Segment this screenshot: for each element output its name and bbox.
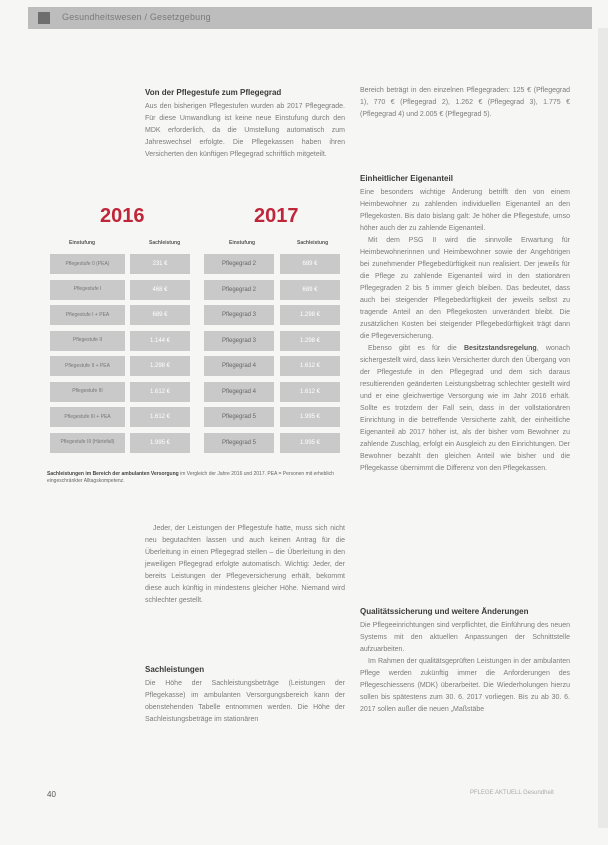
amount-2016-cell: 1.144 € [130, 331, 190, 351]
amount-2017-cell: 1.298 € [280, 305, 340, 325]
header-bar [28, 7, 592, 29]
amount-2017-cell: 1.612 € [280, 382, 340, 402]
grade-2016-cell: Pflegestufe III + PEA [50, 407, 125, 427]
page-number: 40 [47, 790, 56, 799]
amount-2017-cell: 1.612 € [280, 356, 340, 376]
right-section-3 [360, 174, 570, 475]
amount-2016-cell: 1.612 € [130, 382, 190, 402]
page-edge-shadow [598, 28, 608, 828]
left-paragraph-after-table [145, 523, 345, 607]
grade-2016-cell: Pflegestufe 0 (PEA) [50, 254, 125, 274]
grade-2017-cell: Pflegegrad 2 [204, 280, 274, 300]
caption-rest: im Vergleich der Jahre 2016 und 2017. PEA = Personen mit erheblich eingeschränkter Alltagskompetenz. [47, 471, 334, 484]
section-body: Die Höhe der Sachleistungsbeträge (Leistungen der Pflegekasse) im ambulanten Versorgungsbereich kann der obenstehenden Tabelle entnommen werden. Die Höhe der Sachleistungsbeträge im stationären [145, 680, 345, 723]
col-einstufung-2016: Einstufung [69, 240, 96, 246]
year-2017: 2017 [254, 205, 299, 227]
amount-2017-cell: 1.995 € [280, 433, 340, 453]
grade-2017-cell: Pflegegrad 3 [204, 331, 274, 351]
col-sachleistung-2016: Sachleistung [149, 240, 181, 246]
amount-2017-cell: 1.298 € [280, 331, 340, 351]
section-body: Jeder, der Leistungen der Pflegestufe hatte, muss sich nicht neu begutachten lassen und auch keinen Antrag für die Überleitung in einen Pflegegrad stellen – die Überleitung in den jeweiligen Pflegegrad erfolgte automatisch. Wichtig: Jeder, der bereits Leistungen der Pflegeversicherung erhält, bekommt diese auch künftig in mindestens gleicher Höhe. Niemand wird schlechter gestellt. [145, 525, 345, 604]
section-heading: Einheitlicher Eigenanteil [360, 174, 453, 183]
section-heading: Qualitätssicherung und weitere Änderungen [360, 607, 529, 616]
grade-2017-cell: Pflegegrad 4 [204, 356, 274, 376]
amount-2016-cell: 468 € [130, 280, 190, 300]
left-section-2 [145, 665, 345, 726]
bold-term: Besitzstandsregelung [463, 345, 537, 352]
amount-2017-cell: 1.995 € [280, 407, 340, 427]
col-sachleistung-2017: Sachleistung [297, 240, 329, 246]
amount-2016-cell: 1.298 € [130, 356, 190, 376]
amount-2016-cell: 1.612 € [130, 407, 190, 427]
grade-2016-cell: Pflegestufe III (Härtefall) [50, 433, 125, 453]
section-body: Im Rahmen der qualitätsgeprüften Leistungen in der ambulanten Pflege werden zukünftig immer die Anforderungen des Pflegeschiessens (MDK) überarbeitet. Die Wiederholungen hierzu sollen bis spätestens zum 30. 6. 2017 vorliegen. Bis zu ab 30. 6. 2017 sollen außer die neuen „Maßstäbe [360, 658, 570, 713]
section-body: Bereich beträgt in den einzelnen Pflegegraden: 125 € (Pflegegrad 1), 770 € (Pflegegrad 2), 1.262 € (Pflegegrad 3), 1.775 € (Pflegegrad 4) und 2.005 € (Pflegegrad 5). [360, 87, 570, 118]
grade-2016-cell: Pflegestufe I + PEA [50, 305, 125, 325]
amount-2017-cell: 689 € [280, 280, 340, 300]
section-body: Eine besonders wichtige Änderung betrifft den von einem Heimbewohner zu zahlenden individuellen Eigenanteil an den Pflegekosten. Bis dato bislang galt: Je höher die Pflegestufe, umso höher auch der zu zahlende Eigenanteil. [360, 189, 570, 232]
grade-2016-cell: Pflegestufe II [50, 331, 125, 351]
section-heading: Von der Pflegestufe zum Pflegegrad [145, 88, 282, 97]
footer-publication: PFLEGE AKTUELL Gesundheit [470, 790, 554, 796]
header-title: Gesundheitswesen / Gesetzgebung [62, 12, 211, 22]
right-intro [360, 85, 570, 121]
right-section-4 [360, 607, 570, 716]
amount-2016-cell: 231 € [130, 254, 190, 274]
grade-2016-cell: Pflegestufe II + PEA [50, 356, 125, 376]
left-section-1 [145, 88, 345, 161]
text-run: , wonach sichergestellt wird, dass kein Versicherter durch den Übergang von der Pflegestufe in den Pflegegrad und dem sich daraus resultierenden geänderten Leistungsbetrag schlechter gestellt wird und er eine gleichwertige Versorgung wie im Jahr 2016 erhält. Sollte es trotzdem der Fall sein, dass in der vollstationären Einrichtung in die betreffende Versicherte zahlt, der einheitliche Eigenanteil ab 2017 höher ist, als der bisher vom Bewohner zu zahlende Zuschlag, erfolgt ein Ausgleich zu den Einrichtungen. Der Bewohner bezahlt den gleichen Anteil wie bisher und die Pflegekasse übernimmt die Differenz von den Pflegekassen. [360, 345, 570, 472]
grade-2017-cell: Pflegegrad 5 [204, 433, 274, 453]
text-run: Ebenso gibt es für die [368, 345, 464, 352]
grade-2016-cell: Pflegestufe III [50, 382, 125, 402]
section-body: Aus den bisherigen Pflegestufen wurden ab 2017 Pflegegrade. Für diese Umwandlung ist keine neue Einstufung durch den MDK erforderlich, da die Umstellung automatisch zum Jahreswechsel erfolgte. Die Pflegekassen haben ihren Versicherten den künftigen Pflegegrad schriftlich mitgeteilt. [145, 103, 345, 158]
amount-2016-cell: 689 € [130, 305, 190, 325]
header-square-icon [38, 12, 50, 24]
caption-bold: Sachleistungen im Bereich der ambulanten Versorgung [47, 471, 179, 477]
section-body [360, 343, 570, 475]
section-body: Die Pflegeeinrichtungen sind verpflichtet, die Einführung des neuen Systems mit den aktuellen Anpassungen der Schnittstelle aufzuarbeiten. [360, 622, 570, 653]
grade-2016-cell: Pflegestufe I [50, 280, 125, 300]
section-heading: Sachleistungen [145, 665, 205, 674]
amount-2017-cell: 689 € [280, 254, 340, 274]
grade-2017-cell: Pflegegrad 2 [204, 254, 274, 274]
grade-2017-cell: Pflegegrad 5 [204, 407, 274, 427]
section-body: Mit dem PSG II wird die sinnvolle Erwartung für Heimbewohnerinnen und Heimbewohner sowie der Angehörigen bei zunehmender Pflegebedürftigkeit nun realisiert. Der jeweils für die Pflege zu zahlende Eigenanteil wird in den stationären Pflegegraden 2 bis 5 immer gleich bleiben. Das bedeutet, dass auch bei steigender Pflegebedürftigkeit der jeweils selbst zu tragende Anteil an den Pflegekosten unverändert bleibt. Die zusätzlichen Kosten bei steigender Pflegebedürftigkeit trägt dann die Pflegeversicherung. [360, 237, 570, 340]
grade-2017-cell: Pflegegrad 4 [204, 382, 274, 402]
grade-2017-cell: Pflegegrad 3 [204, 305, 274, 325]
year-2016: 2016 [100, 205, 145, 227]
amount-2016-cell: 1.995 € [130, 433, 190, 453]
col-einstufung-2017: Einstufung [229, 240, 256, 246]
table-caption [47, 471, 342, 485]
